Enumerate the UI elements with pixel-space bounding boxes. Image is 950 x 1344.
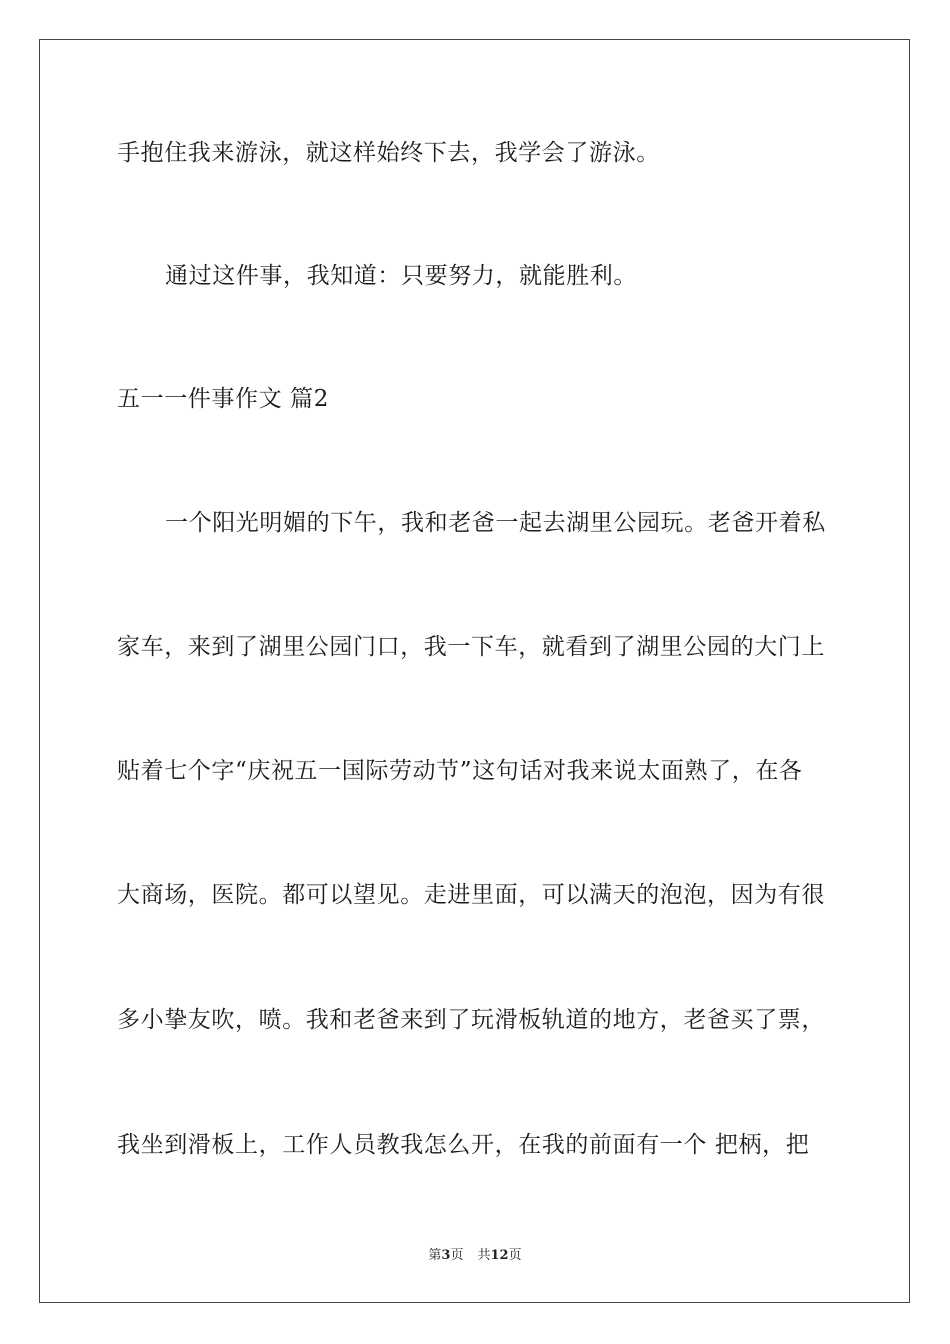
footer-page-number: 3 [441,1248,451,1263]
footer-page-suffix: 页 [450,1248,464,1263]
page-border [39,39,910,1303]
paragraph-line-8: 我坐到滑板上，工作人员教我怎么开，在我的前面有一个 把柄，把 [117,1132,810,1158]
paragraph-line-1: 手抱住我来游泳，就这样始终下去，我学会了游泳。 [117,140,660,166]
footer-total-prefix: 共 [477,1248,491,1263]
paragraph-line-3: 一个阳光明媚的下午，我和老爸一起去湖里公园玩。老爸开着私 [165,510,826,536]
paragraph-line-2: 通过这件事，我知道：只要努力，就能胜利。 [165,263,637,289]
footer-page-prefix: 第 [428,1248,442,1263]
footer-total-suffix: 页 [508,1248,522,1263]
paragraph-line-4: 家车，来到了湖里公园门口，我一下车，就看到了湖里公园的大门上 [117,634,825,660]
paragraph-line-7: 多小挚友吹，喷。我和老爸来到了玩滑板轨道的地方，老爸买了票， [117,1007,825,1033]
paragraph-line-5: 贴着七个字“庆祝五一国际劳动节”这句话对我来说太面熟了，在各 [117,758,803,784]
footer-total-pages: 12 [490,1248,509,1263]
page-footer [0,1247,950,1265]
section-heading: 五一一件事作文 篇2 [117,386,329,412]
paragraph-line-6: 大商场，医院。都可以望见。走进里面，可以满天的泡泡，因为有很 [117,882,825,908]
